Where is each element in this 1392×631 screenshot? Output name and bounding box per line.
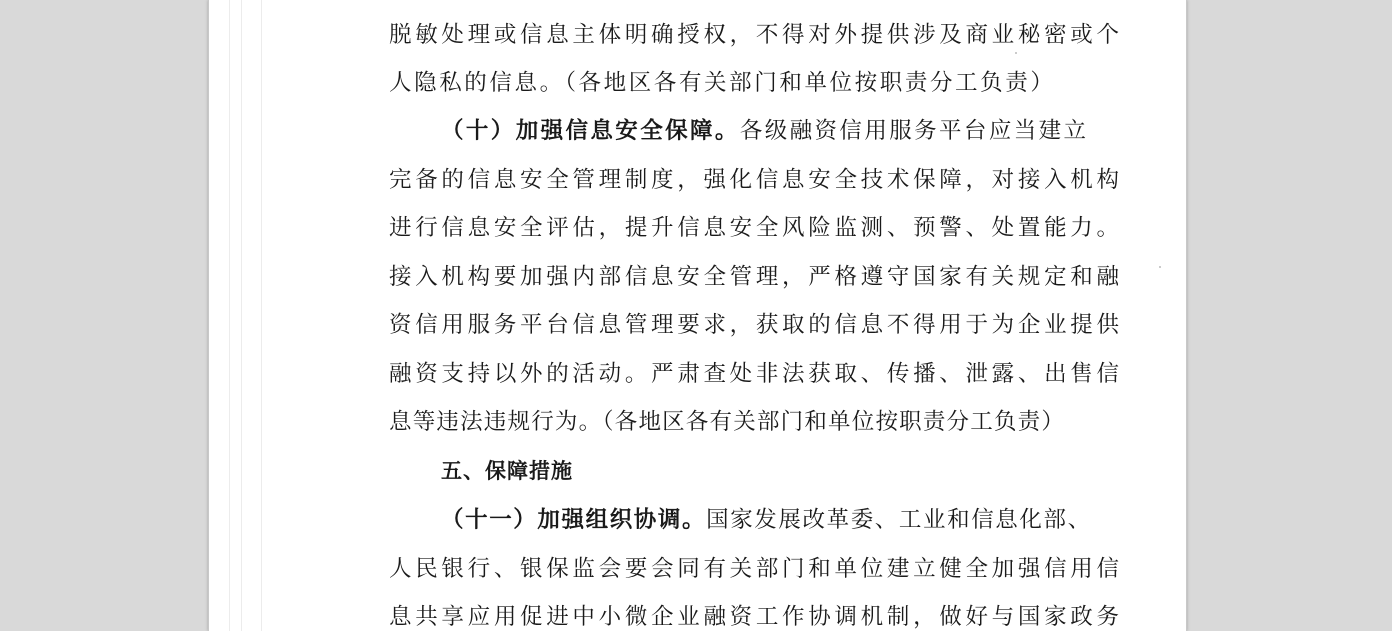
item-11-text: 国家发展改革委、工业和信息化部、	[706, 507, 1092, 533]
item-11-lead: （十一）加强组织协调。	[441, 507, 707, 533]
document-page	[208, 0, 1187, 631]
text-line	[441, 115, 1088, 147]
item-10-text: 各级融资信用服务平台应当建立	[739, 118, 1089, 144]
scan-speck	[1015, 52, 1017, 54]
text-line: 接入机构要加强内部信息安全管理，严格遵守国家有关规定和融	[389, 264, 1119, 290]
scan-speck	[1159, 266, 1161, 268]
text-line: 融资支持以外的活动。严肃查处非法获取、传播、泄露、出售信	[389, 361, 1119, 387]
text-line: 息共享应用促进中小微企业融资工作协调机制，做好与国家政务	[389, 604, 1119, 630]
text-line: 进行信息安全评估，提升信息安全风险监测、预警、处置能力。	[389, 215, 1119, 241]
text-line: 脱敏处理或信息主体明确授权，不得对外提供涉及商业秘密或个	[389, 22, 1119, 48]
text-line: 人隐私的信息。（各地区各有关部门和单位按职责分工负责）	[389, 70, 1056, 96]
item-10-lead: （十）加强信息安全保障。	[441, 118, 740, 144]
page-edge-line	[241, 0, 242, 631]
text-line: 息等违法违规行为。（各地区各有关部门和单位按职责分工负责）	[389, 409, 1066, 435]
text-line: 资信用服务平台信息管理要求，获取的信息不得用于为企业提供	[389, 312, 1119, 338]
section-heading: 五、保障措施	[441, 459, 573, 483]
page-edge-line	[261, 0, 262, 631]
text-line: 完备的信息安全管理制度，强化信息安全技术保障，对接入机构	[389, 167, 1119, 193]
text-line: 人民银行、银保监会要会同有关部门和单位建立健全加强信用信	[389, 556, 1119, 582]
text-line	[441, 504, 1092, 536]
page-edge-line	[229, 0, 230, 631]
